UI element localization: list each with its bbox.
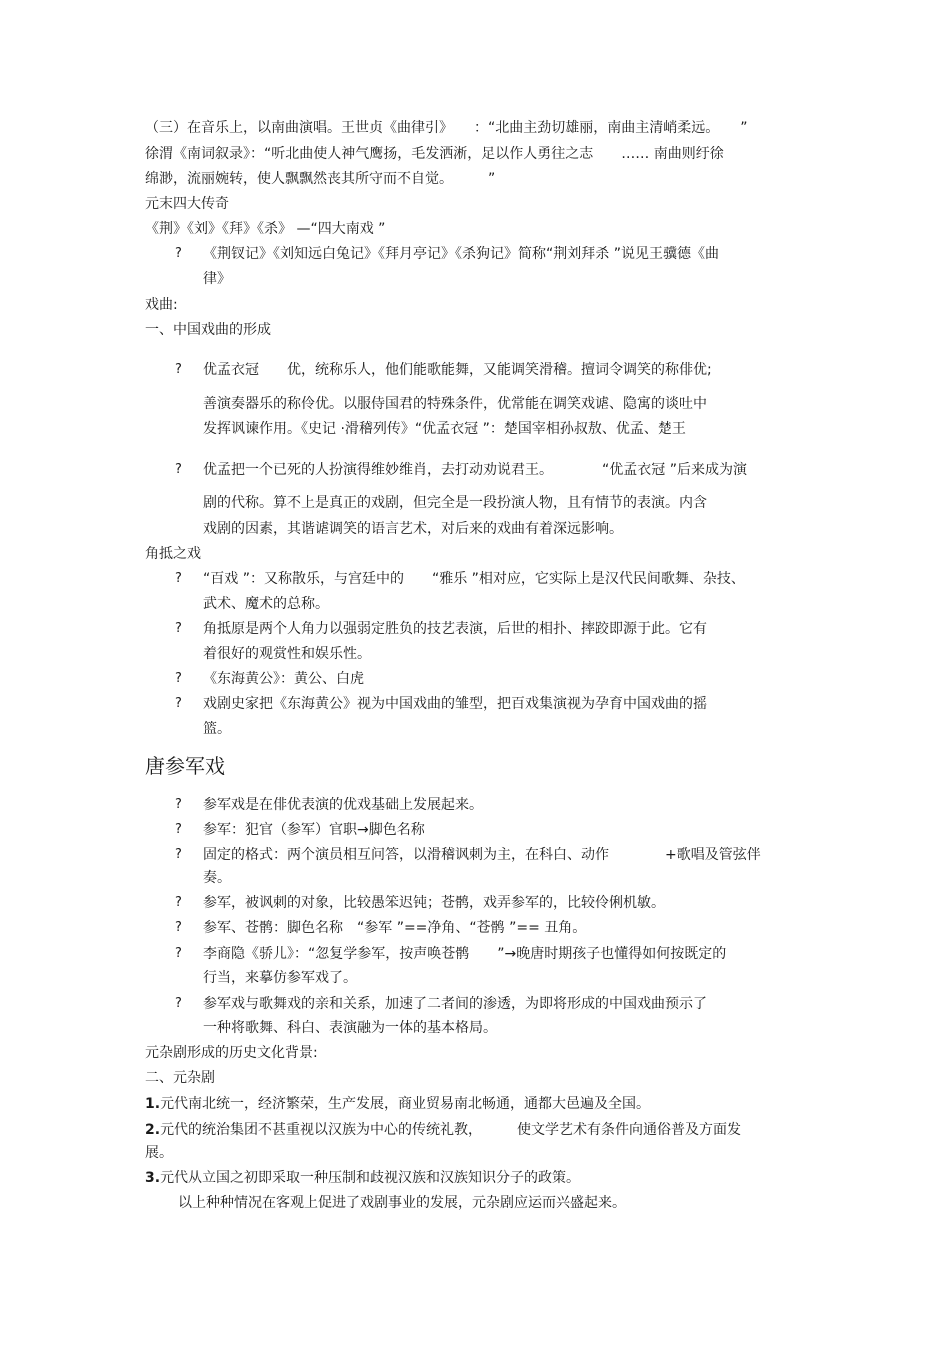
bullet-text: 李商隐《骄儿》：“忽复学参军，按声唤苍鹘 ”→晚唐时期孩子也懂得如何按既定的: [203, 946, 727, 962]
bullet-marker: ?: [175, 362, 182, 377]
bullet-text: 发挥讽谏作用。《史记 ·滑稽列传》“优孟衣冠 ”：楚国宰相孙叔敖、优孟、楚王: [203, 421, 686, 437]
bullet-text: 行当，来摹仿参军戏了。: [203, 970, 357, 986]
text-line: 元末四大传奇: [145, 196, 229, 212]
item-number: 2.: [145, 1122, 161, 1138]
text-line: 戏曲:: [145, 297, 178, 313]
bullet-text: 剧的代称。算不上是真正的戏剧，但完全是一段扮演人物，且有情节的表演。内含: [203, 495, 707, 511]
bullet-text: 武术、魔术的总称。: [203, 596, 329, 612]
item-number: 3.: [145, 1170, 161, 1186]
bullet-text: 律》: [203, 271, 231, 287]
bullet-marker: ?: [175, 946, 182, 961]
bullet-text: 固定的格式：两个演员相互问答，以滑稽讽刺为主，在科白、动作 +歌唱及管弦伴: [203, 847, 761, 863]
bullet-marker: ?: [175, 671, 182, 686]
bullet-text: 角抵原是两个人角力以强弱定胜负的技艺表演，后世的相扑、摔跤即源于此。它有: [203, 621, 707, 637]
bullet-text: 篮。: [203, 721, 231, 737]
bullet-marker: ?: [175, 895, 182, 910]
bullet-marker: ?: [175, 847, 182, 862]
bullet-text: 奏。: [203, 870, 231, 886]
bullet-marker: ?: [175, 246, 182, 261]
text-line: 绵渺，流丽婉转，使人飘飘然丧其所守而不自觉。 ”: [145, 171, 496, 187]
section-heading: 二、元杂剧: [145, 1070, 215, 1086]
item-text: 元代南北统一，经济繁荣，生产发展，商业贸易南北畅通，通都大邑遍及全国。: [160, 1096, 651, 1112]
text-line: 角抵之戏: [145, 546, 201, 562]
numbered-item: [145, 1095, 650, 1113]
bullet-text: 一种将歌舞、科白、表演融为一体的基本格局。: [203, 1020, 497, 1036]
text-line: 以上种种情况在客观上促进了戏剧事业的发展，元杂剧应运而兴盛起来。: [178, 1195, 626, 1211]
bullet-text: 善演奏器乐的称伶优。以服侍国君的特殊条件，优常能在调笑戏谑、隐寓的谈吐中: [203, 396, 707, 412]
bullet-marker: ?: [175, 696, 182, 711]
bullet-text: “百戏 ”：又称散乐，与宫廷中的 “雅乐 ”相对应，它实际上是汉代民间歌舞、杂技、: [203, 571, 745, 587]
section-heading: 一、中国戏曲的形成: [145, 322, 271, 338]
bullet-text: 《东海黄公》：黄公、白虎: [203, 671, 364, 687]
bullet-text: 参军戏与歌舞戏的亲和关系，加速了二者间的渗透，为即将形成的中国戏曲预示了: [203, 996, 707, 1012]
section-heading: 唐参军戏: [145, 754, 225, 778]
bullet-marker: ?: [175, 462, 182, 477]
item-text: 元代的统治集团不甚重视以汉族为中心的传统礼教， 使文学艺术有条件向通俗普及方面发: [160, 1122, 742, 1138]
bullet-marker: ?: [175, 621, 182, 636]
bullet-marker: ?: [175, 797, 182, 812]
bullet-text: 参军，被讽刺的对象，比较愚笨迟钝；苍鹘，戏弄参军的，比较伶俐机敏。: [203, 895, 665, 911]
bullet-text: 戏剧的因素，其谐谑调笑的语言艺术，对后来的戏曲有着深远影响。: [203, 521, 623, 537]
text-line: 元杂剧形成的历史文化背景:: [145, 1045, 318, 1061]
bullet-text: 优孟把一个已死的人扮演得维妙维肖，去打动劝说君王。 “优孟衣冠 ”后来成为演: [203, 462, 747, 478]
bullet-text: 参军、苍鹘：脚色名称 “参军 ”==净角、“苍鹘 ”== 丑角。: [203, 920, 587, 936]
bullet-text: 参军：犯官（参军）官职→脚色名称: [203, 822, 425, 838]
text-line: （三）在音乐上，以南曲演唱。王世贞《曲律引》 ：“北曲主劲切雄丽，南曲主清峭柔远。 ”: [145, 120, 748, 136]
item-text: 元代从立国之初即采取一种压制和歧视汉族和汉族知识分子的政策。: [160, 1170, 581, 1186]
bullet-text: 戏剧史家把《东海黄公》视为中国戏曲的雏型，把百戏集演视为孕育中国戏曲的摇: [203, 696, 707, 712]
bullet-text: 优孟衣冠 优，统称乐人，他们能歌能舞，又能调笑滑稽。擅词令调笑的称俳优;: [203, 362, 712, 378]
text-line: 展。: [145, 1145, 173, 1161]
item-number: 1.: [145, 1096, 161, 1112]
numbered-item: [145, 1121, 741, 1139]
bullet-text: 着很好的观赏性和娱乐性。: [203, 646, 371, 662]
bullet-marker: ?: [175, 920, 182, 935]
bullet-marker: ?: [175, 571, 182, 586]
text-line: 《荆》《刘》《拜》《杀》 —“四大南戏 ”: [145, 221, 386, 237]
bullet-marker: ?: [175, 996, 182, 1011]
text-line: 徐渭《南词叙录》：“听北曲使人神气鹰扬，毛发洒淅，足以作人勇往之志 …… 南曲则纡徐: [145, 146, 724, 162]
bullet-text: 《荆钗记》《刘知远白兔记》《拜月亭记》《杀狗记》简称“荆刘拜杀 ”说见王骥德《曲: [203, 246, 719, 262]
bullet-marker: ?: [175, 822, 182, 837]
numbered-item: [145, 1169, 580, 1187]
bullet-text: 参军戏是在俳优表演的优戏基础上发展起来。: [203, 797, 483, 813]
